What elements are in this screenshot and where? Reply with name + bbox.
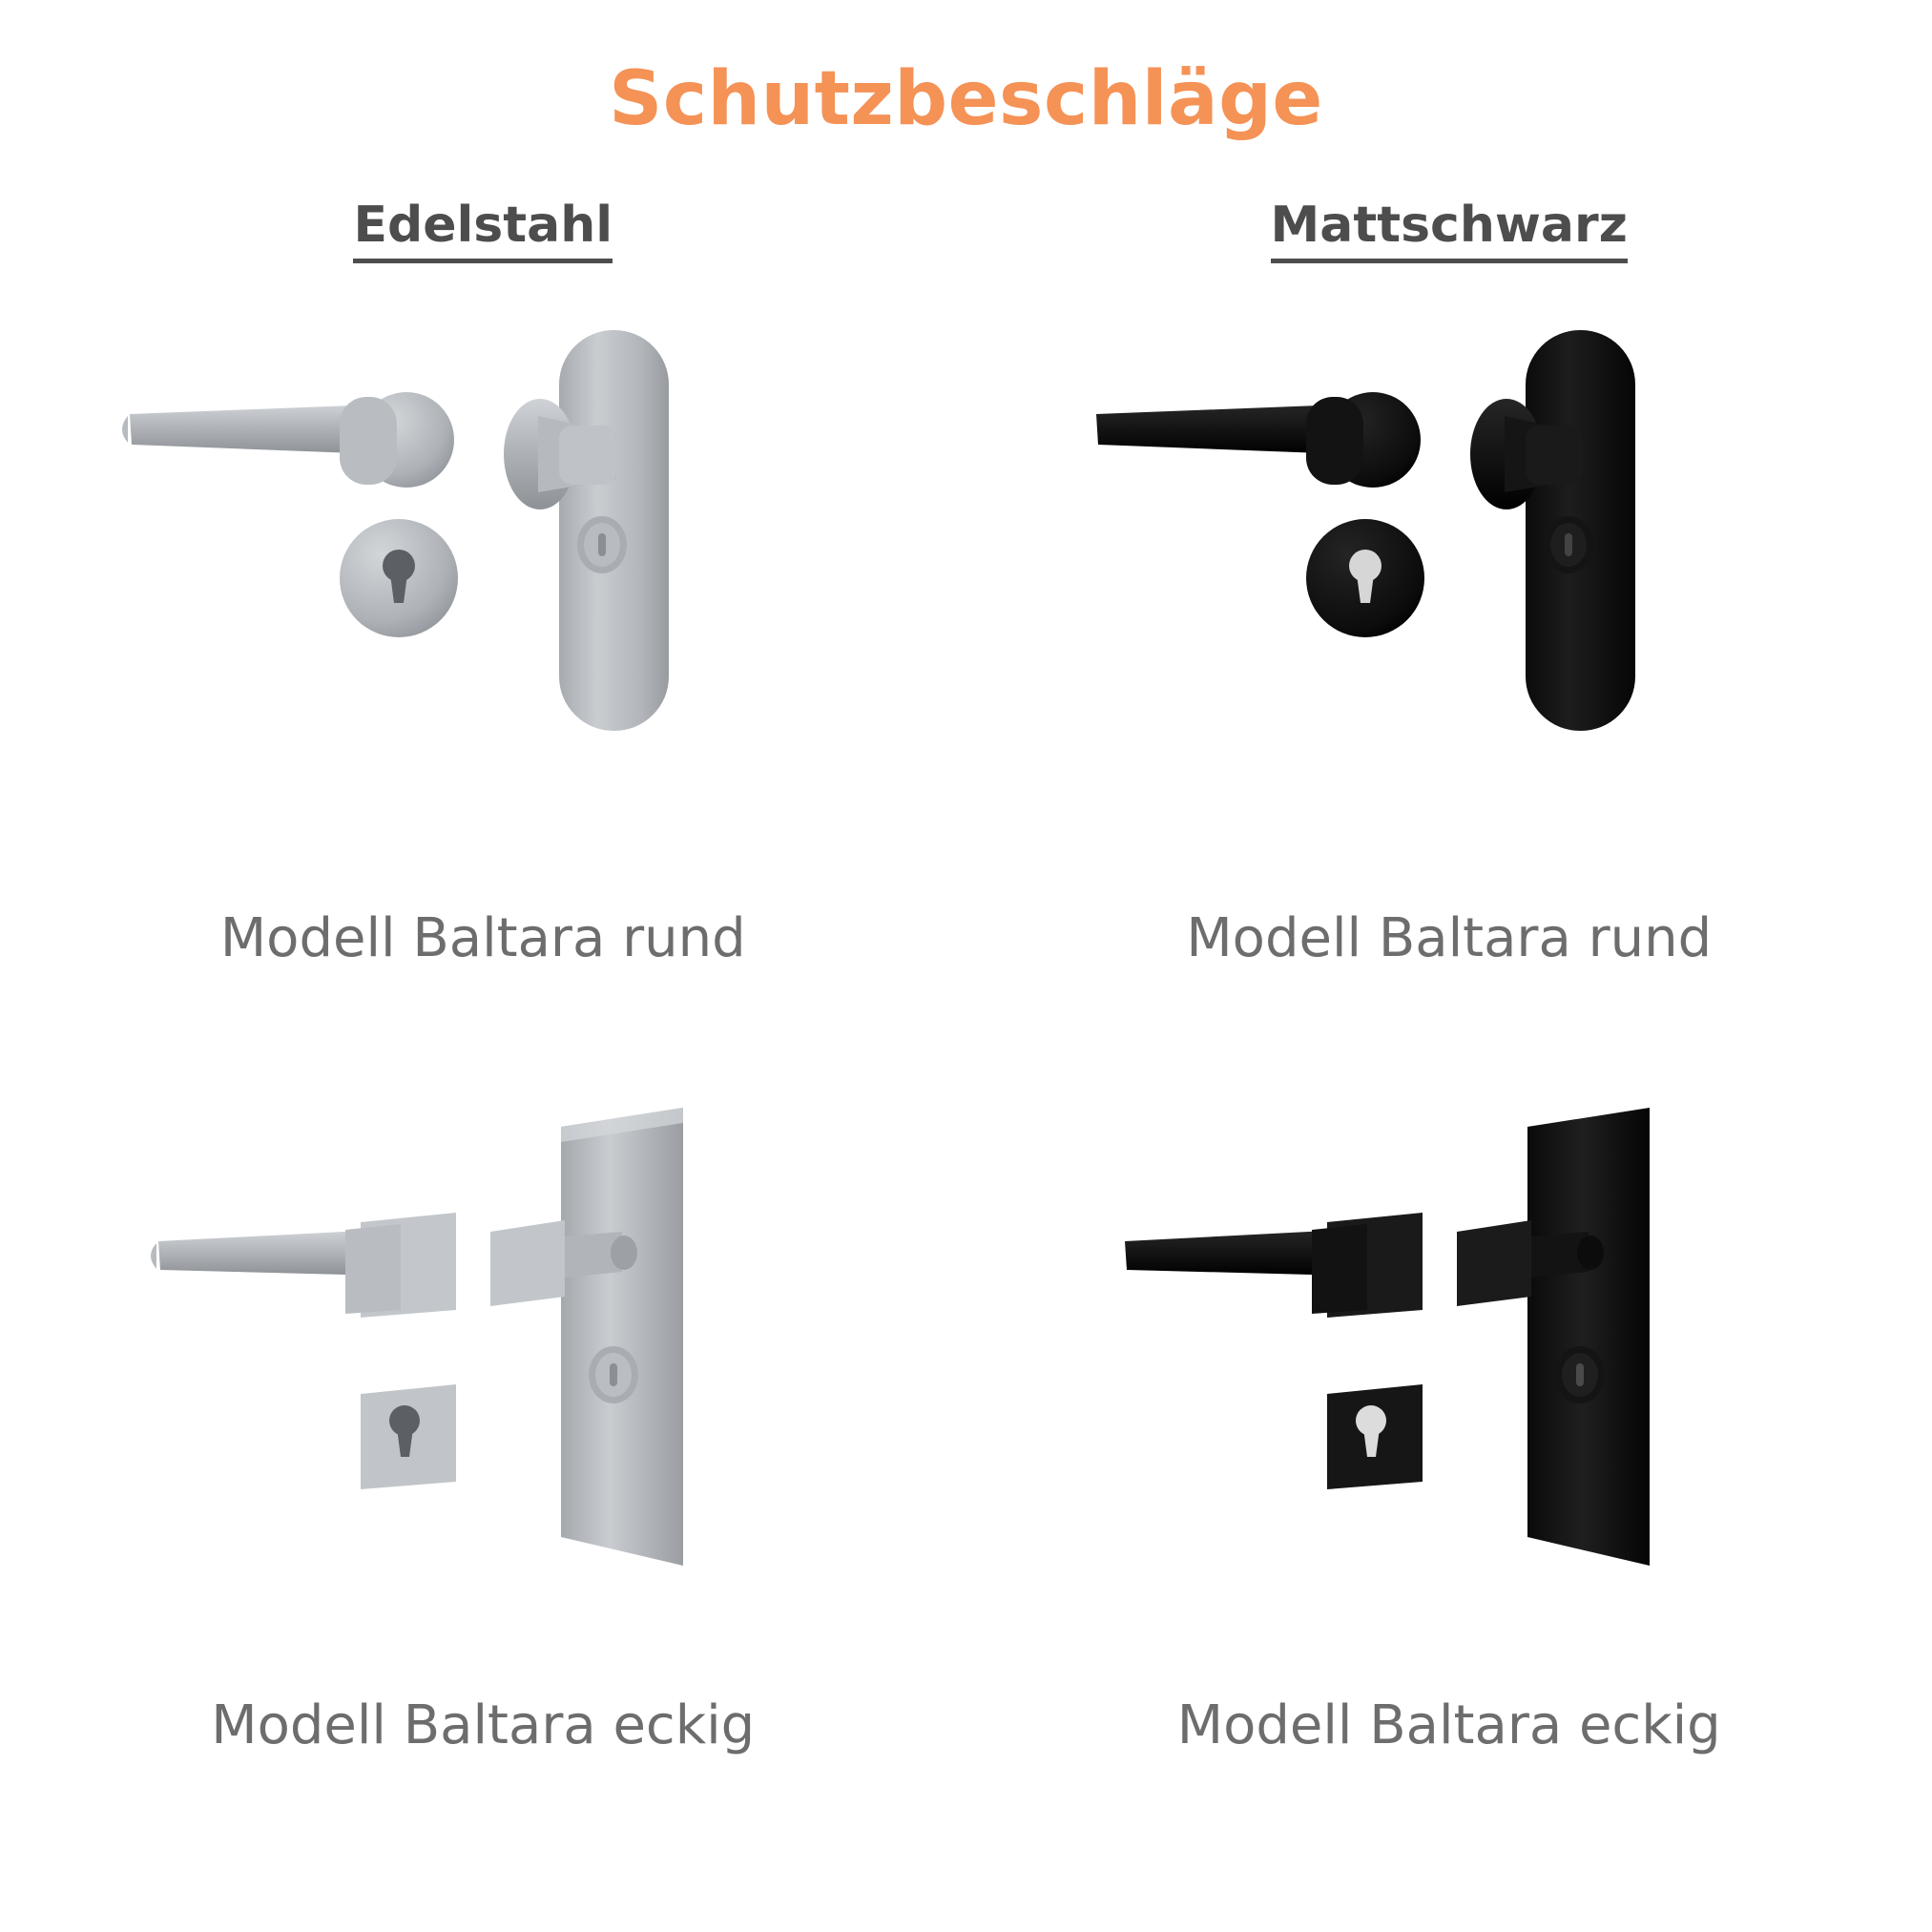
product-cell-square-black — [966, 1089, 1932, 1876]
product-caption: Modell Baltara rund — [1186, 906, 1713, 969]
column-heading-edelstahl — [0, 198, 966, 263]
page-title: Schutzbeschläge — [609, 56, 1323, 142]
product-cell-round-black — [966, 301, 1932, 1089]
column-heading-label: Mattschwarz — [1271, 198, 1628, 263]
door-handle-protective-fitting-round-icon — [25, 301, 941, 893]
product-grid — [0, 301, 1932, 1876]
product-caption: Modell Baltara rund — [219, 906, 746, 969]
product-cell-square-steel — [0, 1089, 966, 1876]
door-handle-protective-fitting-round-icon — [991, 301, 1907, 893]
product-caption: Modell Baltara eckig — [211, 1693, 756, 1756]
product-caption: Modell Baltara eckig — [1176, 1693, 1721, 1756]
door-handle-protective-fitting-square-icon — [25, 1089, 941, 1680]
column-heading-mattschwarz — [966, 198, 1932, 263]
column-headings — [0, 198, 1932, 263]
product-cell-round-steel — [0, 301, 966, 1089]
door-handle-protective-fitting-square-icon — [991, 1089, 1907, 1680]
column-heading-label: Edelstahl — [353, 198, 613, 263]
